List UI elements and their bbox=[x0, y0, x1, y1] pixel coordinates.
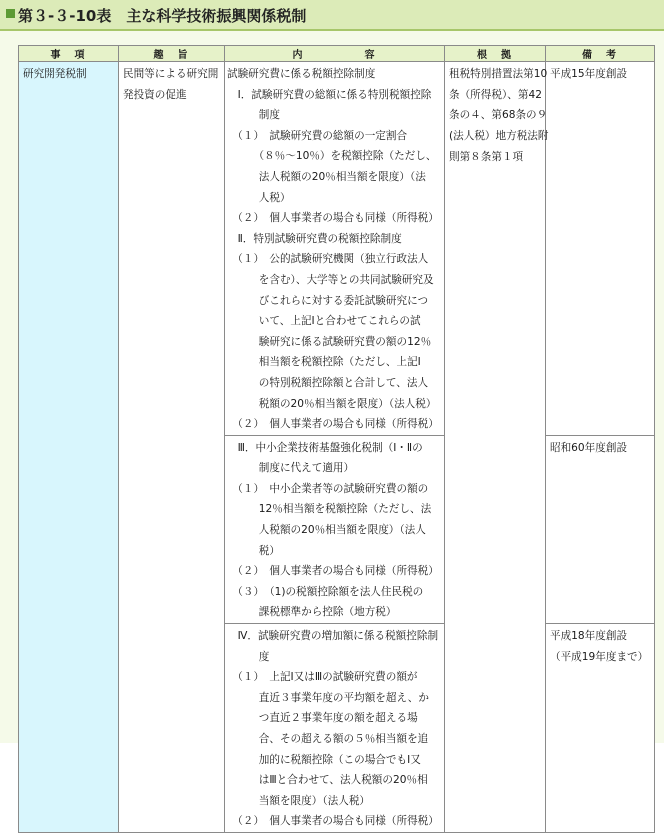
content-cell-3 bbox=[225, 624, 445, 833]
category-cell bbox=[19, 62, 119, 833]
header-content: 内 容 bbox=[225, 46, 445, 62]
content-cell-2 bbox=[225, 435, 445, 623]
content-block-2 bbox=[225, 436, 444, 623]
content-line: （２） 個人事業者の場合も同様（所得税） bbox=[227, 815, 439, 828]
category-label: 研究開発税制 bbox=[23, 68, 87, 80]
remarks-line: 平成15年度創設 bbox=[550, 68, 628, 80]
basis-line: 則第８条第１項 bbox=[449, 150, 524, 163]
remarks-line: 平成18年度創設 bbox=[550, 630, 628, 643]
remarks-cell-2 bbox=[546, 435, 655, 623]
remarks-cell-3 bbox=[546, 624, 655, 833]
content-cell-1 bbox=[225, 62, 445, 436]
content-line: 度 bbox=[227, 650, 270, 663]
basis-line: 条（所得税）、第42 bbox=[449, 88, 542, 101]
content-line: （１） 中小企業者等の試験研究費の額の bbox=[227, 482, 429, 495]
content-line: Ⅲ．中小企業技術基盤強化税制（Ⅰ・Ⅱの bbox=[227, 441, 423, 454]
content-line: 法人税額の20％相当額を限度）（法 bbox=[227, 170, 426, 183]
content-line: 相当額を税額控除（ただし、上記Ⅰ bbox=[227, 356, 421, 369]
remarks-block-2 bbox=[546, 436, 654, 461]
content-line: Ⅳ．試験研究費の増加額に係る税額控除制 bbox=[227, 630, 439, 643]
title-square-marker bbox=[6, 9, 15, 18]
page-title: 第３-３-10表 主な科学技術振興関係税制 bbox=[18, 7, 307, 25]
basis-cell bbox=[445, 62, 549, 833]
content-line: 加的に税額控除（この場合でもⅠ又 bbox=[227, 753, 421, 766]
content-line: つ直近２事業年度の額を超える場 bbox=[227, 712, 418, 725]
content-line: びこれらに対する委託試験研究につ bbox=[227, 294, 429, 307]
content-line: Ⅰ．試験研究費の総額に係る特別税額控除 bbox=[227, 88, 432, 101]
header-item: 事 項 bbox=[19, 46, 119, 62]
content-line: 制度 bbox=[227, 109, 280, 122]
basis-line: 租税特別措置法第10 bbox=[449, 68, 548, 80]
header-basis: 根 拠 bbox=[445, 46, 546, 62]
content-line: を含む）、大学等との共同試験研究及 bbox=[227, 273, 434, 286]
remarks-line: 昭和60年度創設 bbox=[550, 441, 628, 454]
content-line: （２） 個人事業者の場合も同様（所得税） bbox=[227, 212, 439, 225]
basis-line: 条の４、第68条の９ bbox=[449, 109, 548, 122]
content-line: 当額を限度）（法人税） bbox=[227, 794, 371, 807]
table-row bbox=[19, 62, 655, 436]
content-line: 直近３事業年度の平均額を超え、か bbox=[227, 691, 429, 704]
remarks-cell-1 bbox=[546, 62, 655, 436]
content-line: 試験研究費に係る税額控除制度 bbox=[227, 68, 376, 80]
content-line: 税額の20％相当額を限度）（法人税） bbox=[227, 397, 437, 410]
content-line: 12％相当額を税額控除（ただし、法 bbox=[227, 503, 432, 516]
content-line: 人税額の20％相当額を限度）（法人 bbox=[227, 524, 426, 537]
content-line: （８％～10％）を税額控除（ただし、 bbox=[227, 150, 437, 163]
content-line: の特別税額控除額と合計して、法人 bbox=[227, 376, 429, 389]
purpose-cell bbox=[119, 62, 225, 833]
content-line: （１） 上記Ⅰ又はⅢの試験研究費の額が bbox=[227, 671, 418, 684]
purpose-line: 発投資の促進 bbox=[123, 88, 187, 101]
content-block-1 bbox=[225, 62, 444, 435]
content-line: 人税） bbox=[227, 191, 291, 204]
content-line: （３） （1)の税額控除額を法人住民税の bbox=[227, 585, 424, 598]
content-line: （２） 個人事業者の場合も同様（所得税） bbox=[227, 418, 439, 431]
content-line: 税） bbox=[227, 544, 280, 557]
tax-system-table bbox=[18, 45, 655, 833]
purpose-line: 民間等による研究開 bbox=[123, 68, 219, 80]
remarks-line: （平成19年度まで） bbox=[550, 650, 649, 663]
content-line: （１） 公的試験研究機関（独立行政法人 bbox=[227, 253, 429, 266]
header-remarks: 備 考 bbox=[546, 46, 655, 62]
content-line: 制度に代えて適用） bbox=[227, 462, 355, 475]
header-row bbox=[19, 46, 655, 62]
content-block-3 bbox=[225, 624, 444, 832]
content-line: いて、上記Ⅰと合わせてこれらの試 bbox=[227, 315, 421, 328]
content-line: 課税標準から控除（地方税） bbox=[227, 606, 397, 619]
content-line: Ⅱ．特別試験研究費の税額控除制度 bbox=[227, 232, 402, 245]
content-line: 合、その超える額の５％相当額を追 bbox=[227, 733, 429, 745]
header-purpose: 趣 旨 bbox=[119, 46, 225, 62]
remarks-block-3 bbox=[546, 624, 654, 669]
table-frame bbox=[0, 31, 664, 828]
content-line: はⅢと合わせて、法人税額の20％相 bbox=[227, 774, 428, 787]
content-line: 験研究に係る試験研究費の額の12％ bbox=[227, 335, 432, 348]
content-line: （１） 試験研究費の総額の一定割合 bbox=[227, 129, 408, 142]
basis-line: (法人税）地方税法附 bbox=[449, 130, 549, 143]
content-line: （２） 個人事業者の場合も同様（所得税） bbox=[227, 565, 439, 578]
title-bar bbox=[0, 0, 664, 31]
remarks-block-1 bbox=[546, 62, 654, 87]
